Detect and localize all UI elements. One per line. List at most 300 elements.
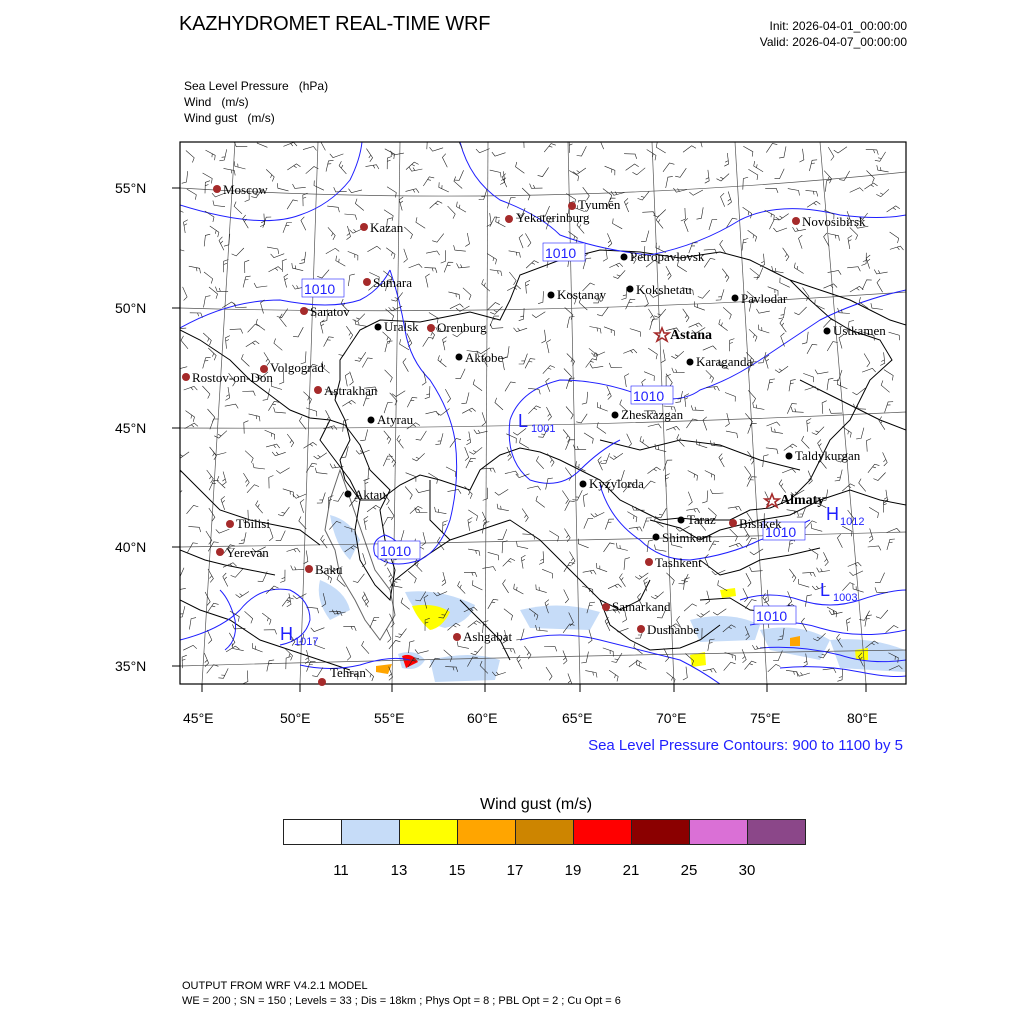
wind-barb [666,176,673,188]
wind-barb [206,150,216,160]
wind-barb [750,567,763,572]
city-label: Dushanbe [647,622,699,637]
wind-barb [299,417,306,430]
wind-barb [204,234,210,246]
wind-barb [608,584,622,589]
wind-barb [416,431,427,440]
wind-barb [525,233,531,246]
wind-barb [564,369,572,382]
city-label: Volgograd [270,360,324,375]
city-label: Yekaterinburg [516,210,590,225]
wind-barb [601,453,610,463]
city-label: Ashgabat [463,629,513,644]
wind-barb [496,217,506,227]
wind-barb [430,147,444,151]
wind-barb [519,308,524,321]
wind-barb [387,568,392,582]
city-label: Kazan [370,220,404,235]
map-title: KAZHYDROMET REAL-TIME WRF [179,13,491,35]
wind-barb [807,419,812,432]
wind-barb [385,370,393,382]
wind-barb [311,628,325,632]
wind-barb [597,422,606,433]
city-label: Samarkand [612,599,671,614]
wind-barb [245,260,250,273]
wind-barb [642,212,655,217]
wind-barb [519,354,528,364]
wind-barb [887,206,900,212]
wind-barb [807,201,820,207]
wind-barb [782,469,796,473]
wind-barb [850,227,858,239]
wind-barb [861,253,866,266]
city-label: Petropavlovsk [630,249,705,264]
colorbar-swatch [689,819,748,845]
wind-barb [654,309,666,317]
wind-barb [605,519,614,529]
wind-barb [567,317,574,328]
wind-barb [326,248,339,254]
wind-barb [287,548,301,552]
wind-barb [317,493,325,504]
wind-barb [465,447,469,461]
city-label: Novosibirsk [802,214,866,229]
wind-barb [516,162,525,173]
wind-barb [780,319,786,332]
wind-barb [703,417,707,431]
wind-barb [726,431,738,438]
wind-barb [415,649,429,653]
colorbar-swatch [747,819,806,845]
wind-barb [360,429,368,440]
wind-barb [245,611,253,623]
wind-barb [450,304,464,309]
wind-barb [822,401,827,414]
wind-barb [218,668,228,678]
lon-label: 75°E [750,710,781,726]
wind-barb [869,507,878,518]
wind-barb [383,456,392,466]
wind-barb [585,671,597,678]
wind-barb [607,233,611,247]
wind-barb [210,226,219,237]
isobar-label: 1010 [756,608,788,624]
wind-barb [719,319,728,330]
wind-barb [441,250,446,263]
wind-barb [278,507,289,516]
city-label: Kyzylorda [589,476,644,491]
wind-barb [665,474,670,487]
wind-barb [314,181,324,191]
wind-barb [435,433,443,444]
wind-barb [713,609,726,615]
wind-barb [370,618,379,628]
wind-barb [729,543,743,547]
wind-barb [466,432,470,445]
isobar-label: 1010 [304,281,336,297]
colorbar-tick-label: 30 [738,862,756,879]
wind-barb [362,358,372,368]
wind-barb [526,261,539,269]
wind-barb [497,504,509,511]
wind-barb [283,223,292,233]
wind-barb [355,199,363,211]
wind-barb [245,451,253,463]
wind-barb [866,149,879,154]
wind-barb [320,137,325,151]
wind-barb [188,526,200,532]
wind-barb [505,382,516,391]
wind-barb [827,607,837,617]
wind-barb [884,370,893,381]
wind-barb [522,534,534,540]
wind-barb [839,171,850,181]
wind-barb [271,254,285,258]
wind-barb [466,458,476,468]
wind-barb [868,464,880,473]
wind-barb [225,404,238,408]
wind-barb [728,507,741,511]
wind-barb [629,527,642,531]
wind-barb [638,191,650,200]
wind-barb [426,274,430,288]
wind-barb [426,411,440,415]
city-label: Astrakhan [324,383,378,398]
wind-barb [666,573,674,585]
wind-barb [837,379,847,389]
wind-barb [234,161,245,169]
wind-barb [514,584,524,594]
wind-barb [488,599,498,609]
low-center-letter: L [820,580,831,600]
wind-barb [362,641,369,654]
wind-barb [455,369,465,379]
wind-barb [173,243,184,251]
wind-barb [495,398,503,410]
wind-barb [448,490,462,494]
wind-barb [383,517,393,527]
wind-barb [885,402,894,413]
wind-barb [675,391,682,403]
wind-barb [423,177,434,186]
wind-barb [442,572,446,586]
wind-barb [759,325,770,333]
wind-barb [765,355,769,369]
wind-barb [723,307,731,319]
wind-barb [749,329,757,341]
wind-barb [527,486,541,490]
wind-barb [187,505,199,514]
wind-barb [366,669,374,681]
wind-barb [330,154,344,158]
colorbar-tick-label: 25 [680,862,698,879]
wind-barb [828,147,834,160]
wind-barb [174,203,184,213]
wind-barb [609,263,623,268]
wind-barb [625,374,629,387]
wind-barb [274,407,286,413]
wind-barb [293,184,306,188]
wind-barb [828,271,842,275]
city-label: Moscow [223,182,268,197]
wind-barb [349,189,363,193]
wind-barb [355,352,366,361]
wind-barb [416,217,425,228]
wind-barb [276,531,286,541]
wind-barb [509,272,516,285]
wind-barb [405,487,412,500]
wind-barb [525,359,535,369]
wind-barb [547,340,551,354]
wind-barb [564,529,570,542]
wind-barb [779,480,786,493]
wind-barb [432,234,444,243]
wind-barb [881,381,889,393]
wind-barb [624,558,630,570]
wind-barb [495,489,508,495]
wind-barb [476,149,490,153]
wind-barb [811,523,822,531]
wind-barb [342,400,355,406]
city-label: Tehran [330,665,366,680]
wind-barb [621,287,626,300]
wind-barb [346,326,352,339]
wind-barb [252,643,262,652]
wind-barb [773,228,787,232]
low-center-value: 1001 [531,423,556,435]
wind-barb [604,327,614,336]
wind-barb [610,453,623,459]
wind-barb [767,422,781,426]
wind-barb [539,551,544,564]
wind-barb [257,138,267,147]
wind-barb [443,337,447,351]
wind-barb [754,161,763,172]
wind-barb [408,571,416,583]
wind-barb [282,259,287,272]
wind-barb [530,184,543,189]
city-label: Rostov-on-Don [192,370,273,385]
wind-barb [623,349,637,353]
wind-barb [283,489,294,497]
wind-barb [577,146,587,156]
colorbar-tick-label: 19 [564,862,582,879]
wind-barb [875,573,885,583]
wind-barb [705,554,709,568]
wind-barb [457,263,470,268]
wind-barb [364,516,368,530]
wind-barb [647,150,656,161]
wind-barb [583,494,588,507]
wind-barb [876,610,888,618]
wind-barb [536,585,547,593]
wind-barb [802,332,808,344]
wind-barb [730,529,738,541]
wind-barb [458,581,466,593]
wind-barb [468,518,472,531]
wind-barb [620,574,626,587]
wind-barb [177,606,185,617]
wind-barb [395,629,406,638]
wind-barb [725,393,735,402]
wind-barb [301,217,306,231]
wind-barb [875,152,886,161]
wind-barb [312,667,323,676]
wind-barb [406,473,416,482]
wind-barb [656,142,665,153]
wind-barb [266,444,280,448]
wind-barb [389,640,401,649]
wind-barb [498,529,507,539]
wind-barb [802,572,815,577]
wind-barb [689,190,703,195]
wind-barb [656,216,663,229]
wind-barb [783,248,789,261]
wind-barb [583,570,596,574]
high-center-letter: H [280,624,293,644]
wind-barb [824,284,838,288]
wind-barb [666,374,671,387]
wind-barb [862,280,872,290]
wind-barb [588,630,592,644]
wind-barb [232,624,245,629]
wind-barb [423,337,434,346]
wind-barb [214,431,227,438]
wind-barb [581,652,588,664]
wind-barb [799,149,804,162]
wind-barb [679,574,689,584]
wind-barb [834,370,843,381]
init-time: Init: 2026-04-01_00:00:00 [769,19,907,33]
wind-barb [788,591,792,605]
capital-label: Almaty [780,493,825,508]
wind-barb [284,274,288,288]
wind-barb [890,232,899,243]
wind-barb [591,352,605,357]
wind-barb [274,339,282,351]
wind-barb [648,424,662,428]
wind-barb [609,363,622,368]
lon-label: 80°E [847,710,878,726]
wind-barb [386,248,395,259]
wind-barb [699,134,703,148]
wind-barb [463,288,471,300]
wind-barb [724,153,728,166]
wind-barb [883,452,888,466]
wind-barb [363,468,368,481]
wind-barb [306,167,319,174]
wind-barb [514,328,528,332]
wind-barb [528,406,540,414]
wind-barb [590,364,603,368]
wind-barb [246,341,259,347]
city-label: Saratov [310,304,350,319]
wind-barb [837,534,842,548]
wind-barb [482,412,486,426]
wind-barb [576,414,587,423]
wind-barb [683,146,696,153]
wind-barb [597,307,608,316]
high-center-value: 1017 [294,636,319,648]
wind-barb [409,167,422,171]
wind-barb [827,378,833,390]
wind-barb [490,270,502,276]
wind-barb [262,613,271,625]
wind-barb [562,491,568,504]
wind-barb [222,472,226,486]
wind-barb [724,662,736,670]
wind-barb [871,303,883,309]
colorbar-tick-label: 11 [333,862,349,879]
wind-barb [317,270,329,278]
lat-label: 50°N [115,300,147,316]
wind-barb [828,234,840,241]
wind-barb [779,146,786,158]
wind-barb [389,306,403,311]
city-label: Bishkek [739,516,782,531]
wind-barb [249,414,260,421]
high-center-value: 1012 [840,516,865,528]
wind-barb [719,454,724,467]
wind-barb [457,202,467,212]
wind-barb [842,427,851,438]
wind-barb [448,292,459,299]
wind-barb [183,287,188,301]
wind-barb [775,366,788,372]
wind-barb [509,251,521,258]
wind-barb [326,410,331,423]
wind-barb [873,473,885,481]
wind-barb [277,183,288,191]
wind-barb [589,348,598,360]
wind-barb [216,529,230,533]
wind-barb [181,336,188,349]
wind-barb [683,667,687,680]
wind-barb [521,555,525,568]
wind-barb [435,507,447,514]
wind-barb [705,471,715,481]
wind-barb [824,171,831,184]
wind-barb [624,154,637,159]
wind-barb [506,434,516,444]
wind-barb [287,164,300,170]
wind-barb [807,344,817,354]
wind-barb [746,573,751,587]
wind-barb [702,491,708,503]
city-label: Pavlodar [741,291,788,306]
wind-barb [292,263,303,271]
wind-barb [856,428,864,439]
isobar-label: 1010 [633,388,665,404]
wind-barb [538,291,543,304]
wind-barb [406,189,420,193]
wind-barb [355,320,367,327]
wind-barb [887,539,895,550]
high-center-letter: H [826,504,839,524]
wind-barb [640,436,649,447]
wind-barb [389,454,396,467]
wind-barb [664,648,669,662]
wind-barb [544,647,557,652]
wind-barb [879,417,885,430]
wind-barb [404,249,408,263]
lon-label: 45°E [183,710,214,726]
wind-barb [223,573,228,587]
wind-barb [520,438,530,449]
wind-barb [344,214,356,220]
wind-barb [890,246,904,250]
wind-barb [771,427,783,434]
